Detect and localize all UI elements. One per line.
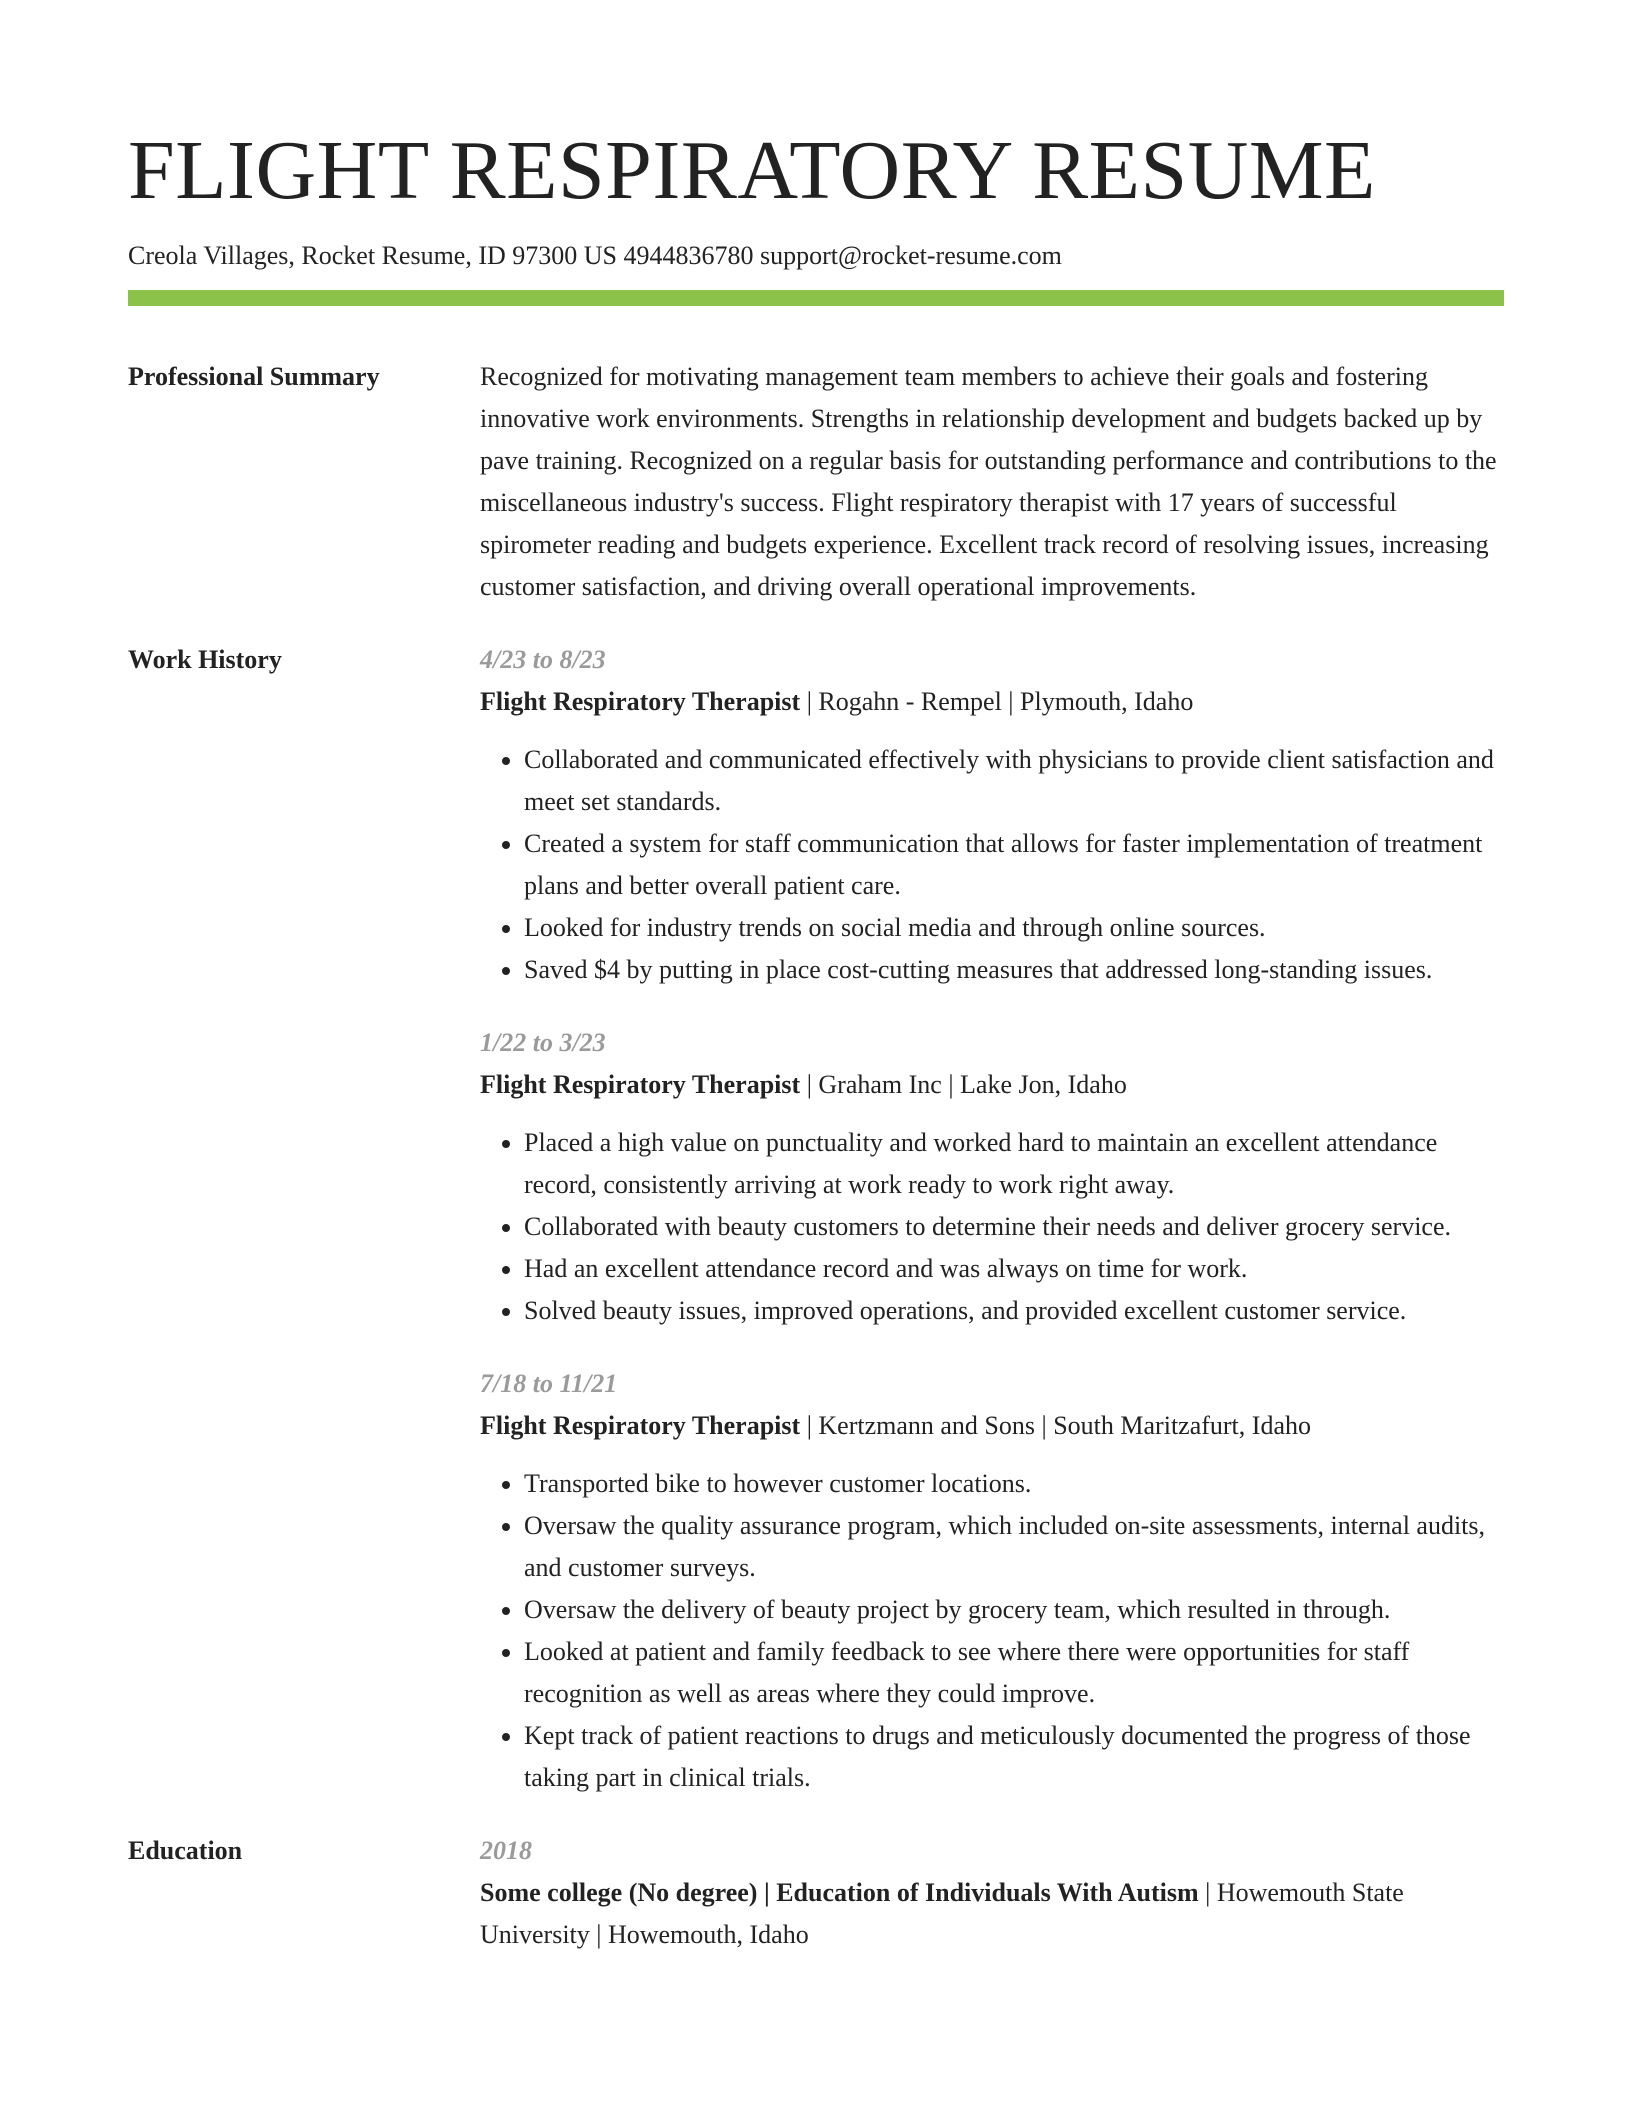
job-bullet: • Looked at patient and family feedback to see where there were opportunities for staff recognition as well as areas where they could improve. (524, 1631, 1504, 1715)
job-bullets (480, 1463, 1504, 1799)
job-date: 4/23 to 8/23 (480, 645, 606, 674)
job-bullets (480, 739, 1504, 991)
job-bullet: • Collaborated and communicated effectively with physicians to provide client satisfaction and meet set standards. (524, 739, 1504, 823)
education-school-location: | Howemouth State University | Howemouth, Idaho (480, 1878, 1404, 1949)
job-bullet: • Solved beauty issues, improved operations, and provided excellent customer service. (524, 1290, 1504, 1332)
job-employer-location: | Rogahn - Rempel | Plymouth, Idaho (800, 687, 1194, 716)
job-bullets (480, 1122, 1504, 1332)
education-line (480, 1872, 1504, 1956)
job-employer-location: | Kertzmann and Sons | South Maritzafurt, Idaho (800, 1411, 1311, 1440)
accent-divider (128, 290, 1504, 306)
job-bullet: • Oversaw the quality assurance program, which included on-site assessments, internal audits, and customer surveys. (524, 1505, 1504, 1589)
job-bullet: • Placed a high value on punctuality and worked hard to maintain an excellent attendance record, consistently arriving at work ready to work right away. (524, 1122, 1504, 1206)
job-title-line (480, 1064, 1504, 1106)
job-title: Flight Respiratory Therapist (480, 1411, 801, 1440)
job-bullet: • Looked for industry trends on social media and through online sources. (524, 907, 1504, 949)
contact-line: Creola Villages, Rocket Resume, ID 97300 US 4944836780 support@rocket-resume.com (128, 241, 1062, 270)
resume-page (128, 0, 1504, 1956)
job-title: Flight Respiratory Therapist (480, 1070, 801, 1099)
job-bullet: • Oversaw the delivery of beauty project by grocery team, which resulted in through. (524, 1589, 1504, 1631)
job-bullet: • Created a system for staff communication that allows for faster implementation of treatment plans and better overall patient care. (524, 823, 1504, 907)
job-bullet: • Saved $4 by putting in place cost-cutting measures that addressed long-standing issues. (524, 949, 1504, 991)
job-title-line (480, 1405, 1504, 1447)
education-degree: Some college (No degree) | Education of Individuals With Autism (480, 1878, 1199, 1907)
job-bullet: • Kept track of patient reactions to drugs and meticulously documented the progress of those taking part in clinical trials. (524, 1715, 1504, 1799)
job-bullet: • Collaborated with beauty customers to determine their needs and deliver grocery service. (524, 1206, 1504, 1248)
job-employer-location: | Graham Inc | Lake Jon, Idaho (800, 1070, 1127, 1099)
job-date: 1/22 to 3/23 (480, 1028, 606, 1057)
professional-summary-section (128, 356, 1504, 608)
section-label-summary: Professional Summary (128, 362, 380, 391)
job-date: 7/18 to 11/21 (480, 1369, 618, 1398)
job-bullet: • Transported bike to however customer locations. (524, 1463, 1504, 1505)
summary-text: Recognized for motivating management team members to achieve their goals and fostering innovative work environments. Strengths in relationship development and budgets backed up by pave training. Recognized on a regular basis for outstanding performance and contributions to the miscellaneous industry's success. Flight respiratory therapist with 17 years of successful spirometer reading and budgets experience. Excellent track record of resolving issues, increasing customer satisfaction, and driving overall operational improvements. (480, 362, 1497, 601)
work-history-section (128, 639, 1504, 1799)
job-entry (480, 639, 1504, 991)
job-entry (480, 1022, 1504, 1332)
job-entry (480, 1363, 1504, 1799)
education-date: 2018 (480, 1836, 532, 1865)
education-section (128, 1830, 1504, 1956)
resume-title: FLIGHT RESPIRATORY RESUME (128, 124, 1376, 217)
job-title-line (480, 681, 1504, 723)
section-label-education: Education (128, 1836, 243, 1865)
job-bullet: • Had an excellent attendance record and was always on time for work. (524, 1248, 1504, 1290)
section-label-work-history: Work History (128, 645, 282, 674)
job-title: Flight Respiratory Therapist (480, 687, 801, 716)
